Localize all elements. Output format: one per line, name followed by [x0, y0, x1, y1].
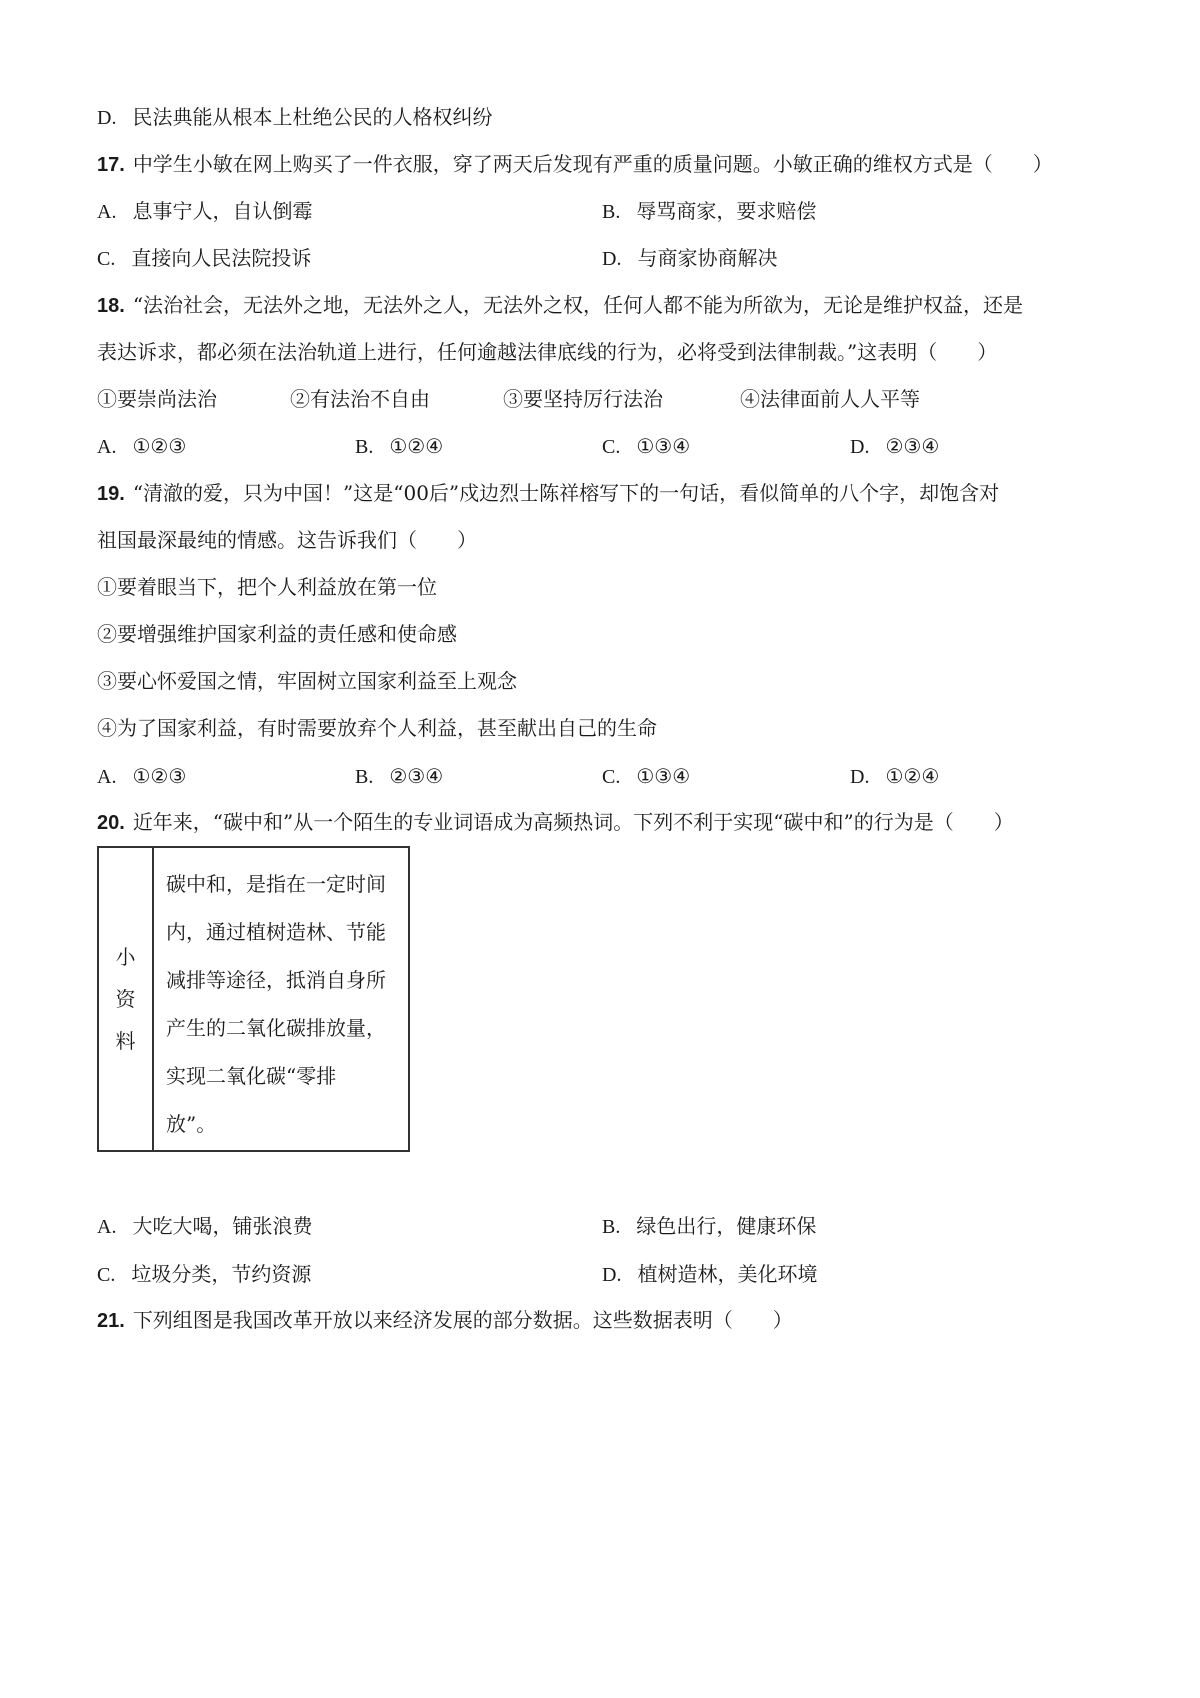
q20-option-c: C. 垃圾分类，节约资源: [97, 1262, 312, 1286]
q19-statement-2: ②要增强维护国家利益的责任感和使命感: [97, 622, 457, 646]
q19-statement-3: ③要心怀爱国之情，牢固树立国家利益至上观念: [97, 669, 517, 693]
q18-statement-1: ①要崇尚法治: [97, 387, 217, 411]
q20-option-b: B. 绿色出行，健康环保: [602, 1214, 817, 1238]
q20-info-box: [97, 846, 410, 1152]
q18-statement-3: ③要坚持厉行法治: [503, 387, 663, 411]
info-box-label: 小 资 料: [99, 848, 154, 1150]
info-box-text: 碳中和，是指在一定时间 内，通过植树造林、节能 减排等途径，抵消自身所 产生的二氧化碳排放量， 实现二氧化碳“零排 放”。: [166, 872, 386, 1136]
q18-option-c: C. ①③④: [602, 434, 691, 458]
q19-option-d: D. ①②④: [850, 764, 940, 788]
q19-option-b: B. ②③④: [355, 764, 444, 788]
q17-option-c: C. 直接向人民法院投诉: [97, 246, 312, 270]
q18-option-d: D. ②③④: [850, 434, 940, 458]
q18-stem-line2: 表达诉求，都必须在法治轨道上进行，任何逾越法律底线的行为，必将受到法律制裁。”这表明（ ）: [97, 340, 998, 364]
q20-option-a: A. 大吃大喝，铺张浪费: [97, 1214, 313, 1238]
q18-stem-line1: 18. “法治社会，无法外之地，无法外之人，无法外之权，任何人都不能为所欲为，无论是维护权益，还是: [97, 293, 1024, 317]
q21-stem: 21. 下列组图是我国改革开放以来经济发展的部分数据。这些数据表明（ ）: [97, 1308, 793, 1332]
q18-option-b: B. ①②④: [355, 434, 444, 458]
q19-statement-1: ①要着眼当下，把个人利益放在第一位: [97, 575, 437, 599]
q19-stem-line2: 祖国最深最纯的情感。这告诉我们（ ）: [97, 528, 477, 552]
q17-stem: 17. 中学生小敏在网上购买了一件衣服，穿了两天后发现有严重的质量问题。小敏正确的维权方式是（ ）: [97, 152, 1053, 176]
q19-stem-line1: 19. “清澈的爱，只为中国！”这是“00后”戍边烈士陈祥榕写下的一句话，看似简单的八个字，却饱含对: [97, 481, 1000, 505]
q17-option-a: A. 息事宁人，自认倒霉: [97, 199, 313, 223]
q18-statement-2: ②有法治不自由: [290, 387, 430, 411]
q17-option-b: B. 辱骂商家，要求赔偿: [602, 199, 817, 223]
q16-option-d: D. 民法典能从根本上杜绝公民的人格权纠纷: [97, 105, 493, 129]
q20-option-d: D. 植树造林，美化环境: [602, 1262, 818, 1286]
q19-option-c: C. ①③④: [602, 764, 691, 788]
q17-option-d: D. 与商家协商解决: [602, 246, 778, 270]
q20-stem: 20. 近年来，“碳中和”从一个陌生的专业词语成为高频热词。下列不利于实现“碳中和”的行为是（ ）: [97, 810, 1014, 834]
q18-statement-4: ④法律面前人人平等: [740, 387, 920, 411]
q18-option-a: A. ①②③: [97, 434, 187, 458]
q19-statement-4: ④为了国家利益，有时需要放弃个人利益，甚至献出自己的生命: [97, 716, 657, 740]
q19-option-a: A. ①②③: [97, 764, 187, 788]
